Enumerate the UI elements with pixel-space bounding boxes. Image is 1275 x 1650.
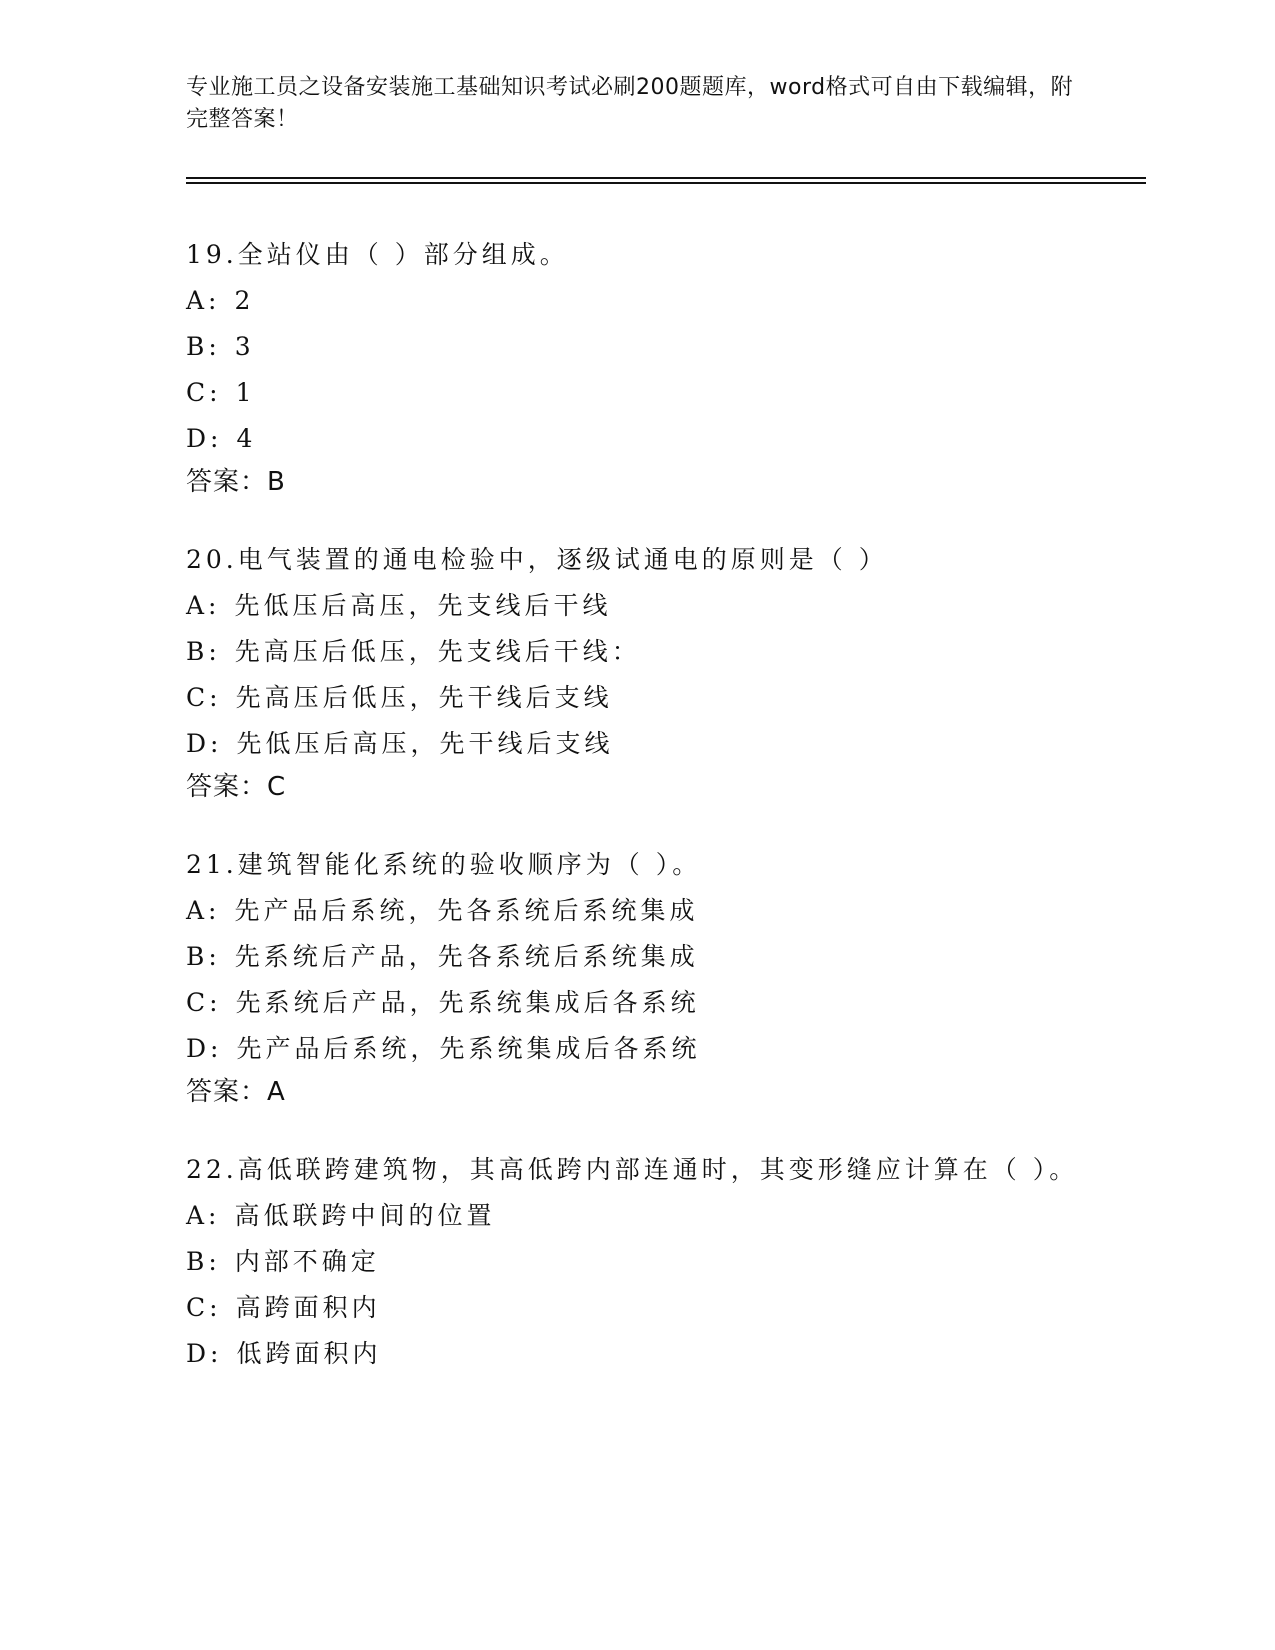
- question-stem: 19.全站仪由（ ）部分组成。: [186, 240, 569, 269]
- option-c: C: 先系统后产品，先系统集成后各系统: [186, 988, 700, 1017]
- option-c: C: 先高压后低压，先干线后支线: [186, 683, 613, 712]
- question-21: [186, 842, 1126, 1112]
- answer-label: 答案：A: [186, 1077, 286, 1107]
- option-a: A: 先低压后高压，先支线后干线: [186, 591, 612, 620]
- option-d: D: 先低压后高压，先干线后支线: [186, 729, 614, 758]
- option-d: D: 先产品后系统，先系统集成后各系统: [186, 1034, 701, 1063]
- option-a: A: 高低联跨中间的位置: [186, 1201, 496, 1230]
- header-divider-bottom: [186, 182, 1146, 184]
- answer-label: 答案：B: [186, 467, 286, 497]
- question-stem: 21.建筑智能化系统的验收顺序为（ ）。: [186, 850, 702, 879]
- question-22: [186, 1147, 1126, 1377]
- option-b: B: 3: [186, 332, 255, 361]
- document-header: 专业施工员之设备安装施工基础知识考试必刷200题题库，word格式可自由下载编辑，附完整答案！: [186, 75, 1074, 132]
- question-19: [186, 232, 1126, 502]
- option-d: D: 4: [186, 424, 257, 453]
- question-stem: 20.电气装置的通电检验中，逐级试通电的原则是（ ）: [186, 545, 888, 574]
- answer-label: 答案：C: [186, 772, 287, 802]
- option-a: A: 先产品后系统，先各系统后系统集成: [186, 896, 699, 925]
- header-divider-top: [186, 177, 1146, 179]
- question-stem: 22.高低联跨建筑物，其高低跨内部连通时，其变形缝应计算在（ ）。: [186, 1155, 1079, 1184]
- option-b: B: 内部不确定: [186, 1247, 380, 1276]
- option-b: B: 先高压后低压，先支线后干线：: [186, 637, 641, 666]
- option-c: C: 1: [186, 378, 256, 407]
- option-a: A: 2: [186, 286, 255, 315]
- option-d: D: 低跨面积内: [186, 1339, 382, 1368]
- question-20: [186, 537, 1126, 807]
- option-b: B: 先系统后产品，先各系统后系统集成: [186, 942, 699, 971]
- option-c: C: 高跨面积内: [186, 1293, 381, 1322]
- question-list: [186, 232, 1126, 1412]
